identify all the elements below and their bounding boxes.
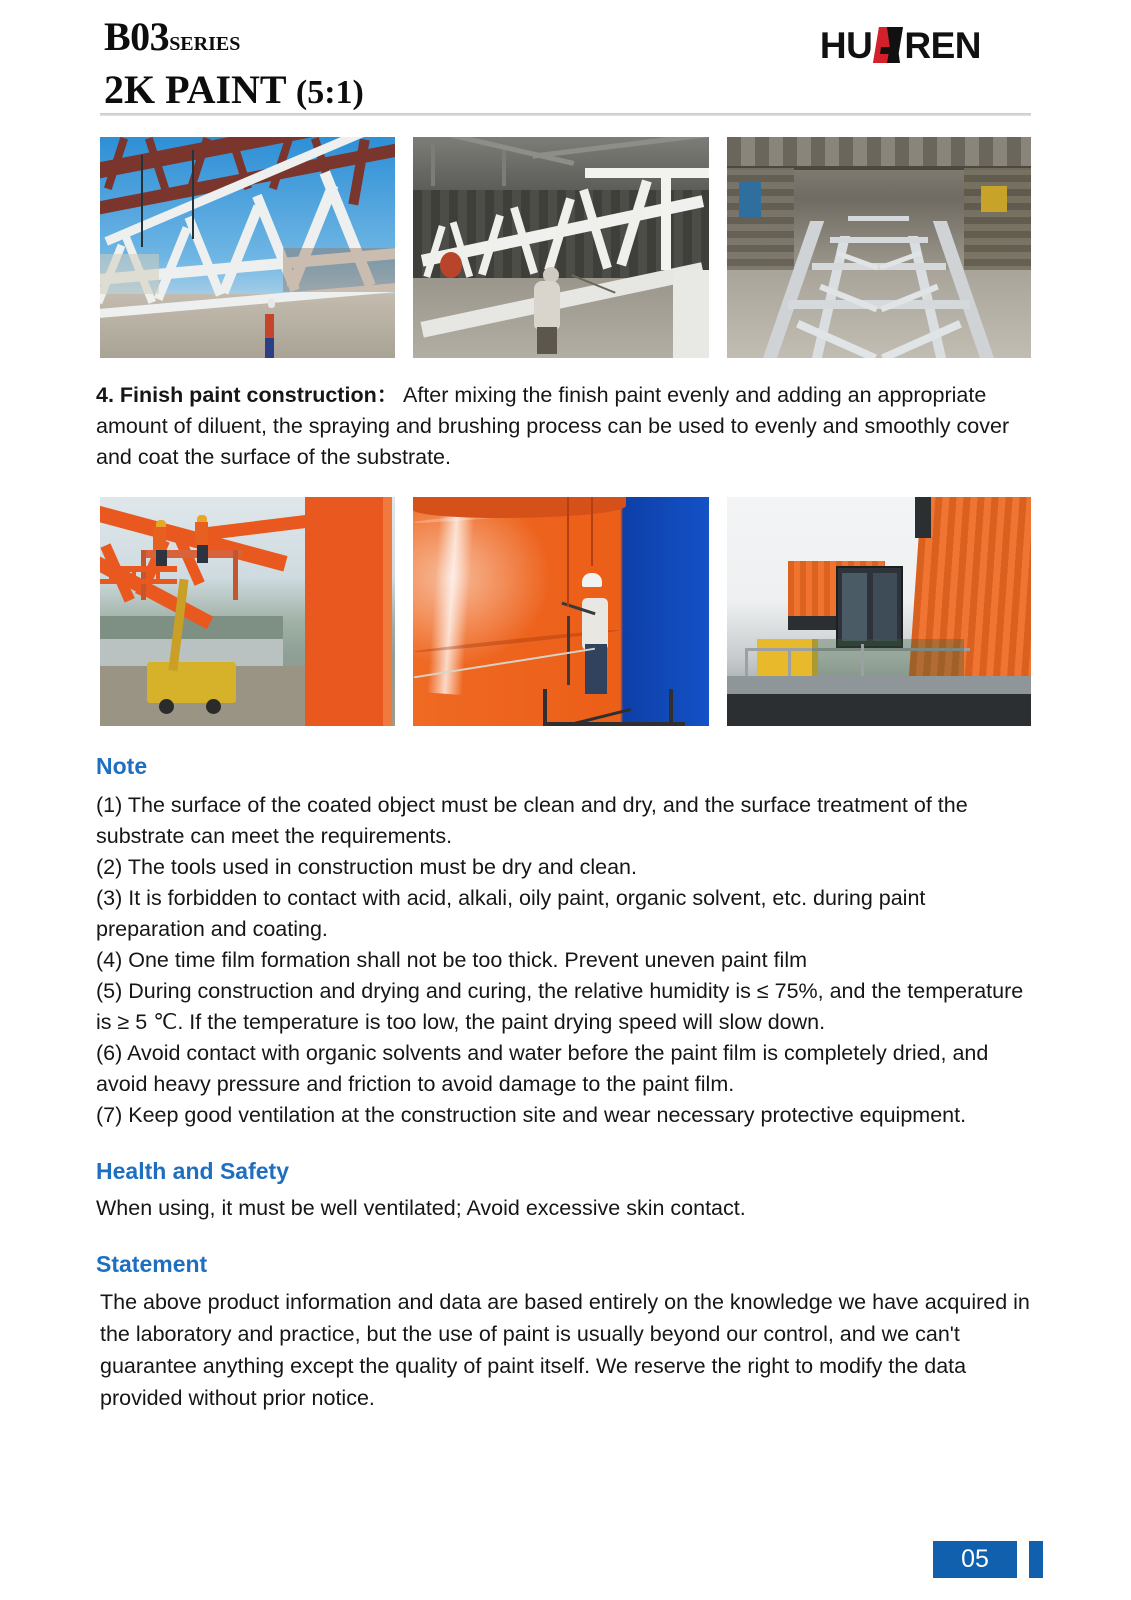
- step-label: 4. Finish paint construction：: [96, 383, 399, 407]
- logo-wordmark: [819, 24, 981, 66]
- logo-a-icon: [873, 27, 903, 63]
- note-heading: Note: [96, 753, 148, 779]
- note-item: (5) During construction and drying and curing, the relative humidity is ≤ 75%, and the temperature is ≥ 5 ℃. If the temperature is too low, the paint drying speed will slow down.: [96, 979, 1024, 1034]
- statement-text: The above product information and data are based entirely on the knowledge we have acquired in the laboratory and practice, but the use of paint is usually beyond our control, and we can't guarantee anything except the quality of paint itself. We reserve the right to modify the data provided without prior notice.: [100, 1290, 1030, 1410]
- note-item: (3) It is forbidden to contact with acid, alkali, oily paint, organic solvent, etc. during paint preparation and coating.: [96, 886, 926, 941]
- page-number-badge: 05: [933, 1541, 1017, 1578]
- footer-accent-bar: [1029, 1541, 1043, 1578]
- note-item: (4) One time film formation shall not be too thick. Prevent uneven paint film: [96, 948, 808, 972]
- page-footer: [933, 1541, 1043, 1578]
- image-row-steel-structures: [0, 137, 1131, 358]
- statement-heading: Statement: [96, 1251, 208, 1277]
- note-list: [0, 790, 1131, 1131]
- photo-container-building: [727, 497, 1031, 726]
- photo-factory-truss-assembly: [727, 137, 1031, 358]
- photo-steel-truss-lifting: [100, 137, 395, 358]
- photo-tank-spray-coating: [413, 497, 708, 726]
- page-header: [0, 0, 1131, 110]
- photo-bridge-arch-painting: [100, 497, 395, 726]
- photo-spray-painting-truss: [413, 137, 708, 358]
- header-divider: [100, 113, 1031, 116]
- title-block: [104, 16, 364, 116]
- logo-text-ren: REN: [904, 24, 981, 66]
- title-product-name: 2K PAINT: [104, 67, 286, 112]
- note-item: (2) The tools used in construction must be dry and clean.: [96, 855, 637, 879]
- finish-paint-construction-paragraph: [0, 380, 1131, 473]
- step-text: After mixing the finish paint evenly and adding an appropriate amount of diluent, the spraying and brushing process can be used to evenly and smoothly cover and coat the surface of the substrate.: [96, 383, 1010, 469]
- title-mix-ratio: (5:1): [295, 74, 364, 111]
- title-series-suffix: SERIES: [169, 33, 241, 55]
- brand-logo: [820, 24, 981, 66]
- note-item: (7) Keep good ventilation at the construction site and wear necessary protective equipment.: [96, 1103, 967, 1127]
- logo-text-hu: HU: [819, 24, 873, 66]
- page-title-series: [104, 16, 364, 65]
- note-item: (1) The surface of the coated object must be clean and dry, and the surface treatment of the substrate can meet the requirements.: [96, 793, 968, 848]
- page-title-product: [104, 67, 364, 116]
- title-series-main: B03: [104, 14, 170, 59]
- note-item: (6) Avoid contact with organic solvents and water before the paint film is completely dried, and avoid heavy pressure and friction to avoid damage to the paint film.: [96, 1041, 989, 1096]
- image-row-orange-coatings: [0, 497, 1131, 726]
- health-and-safety-text: When using, it must be well ventilated; Avoid excessive skin contact.: [96, 1196, 746, 1220]
- health-and-safety-heading: Health and Safety: [96, 1158, 289, 1184]
